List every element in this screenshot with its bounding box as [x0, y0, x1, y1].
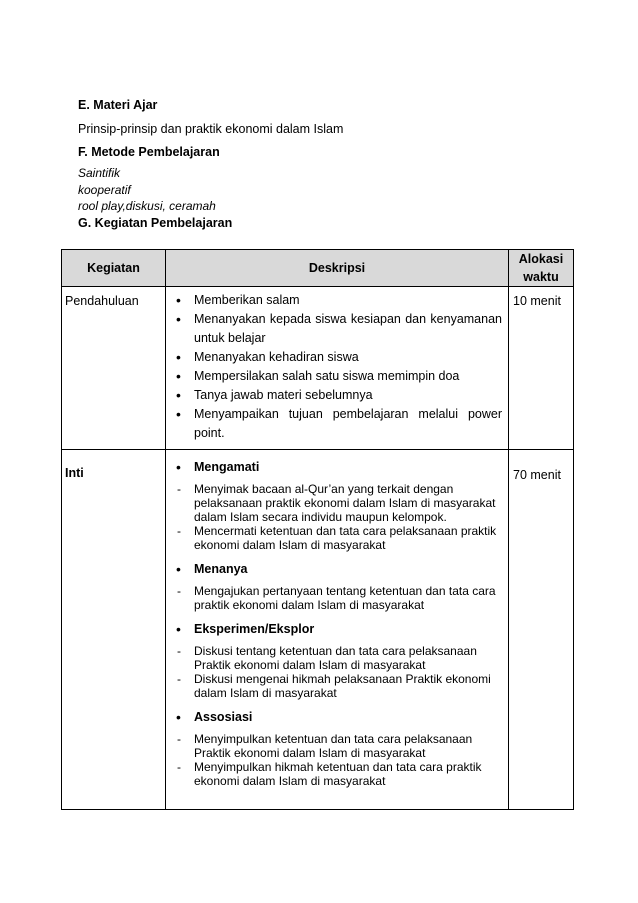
header-alokasi-line1: Alokasi [518, 252, 564, 266]
row-desc-pendahuluan [166, 287, 509, 450]
row-label-inti: Inti [62, 450, 166, 810]
subsection-asosiasi: • Assosiasi [176, 709, 253, 725]
bullet-icon: • [176, 311, 181, 327]
subsection-mengamati: • Mengamati [176, 459, 260, 475]
bullet-icon: • [176, 349, 181, 365]
list-item: • Mempersilakan salah satu siswa memimpin doa [176, 368, 460, 384]
bullet-icon: • [176, 406, 181, 422]
bullet-icon: • [176, 387, 181, 403]
header-alokasi [509, 250, 574, 287]
metode-heading: F. Metode Pembelajaran [78, 145, 220, 159]
list-item: - Mencermati ketentuan dan tata cara pelaksanaan praktik ekonomi dalam Islam di masyarakat [177, 524, 497, 552]
row-desc-inti [166, 450, 509, 810]
metode-item: kooperatif [78, 183, 131, 197]
table-row-pendahuluan [62, 287, 574, 450]
bullet-icon: • [176, 621, 181, 637]
header-kegiatan: Kegiatan [62, 250, 166, 287]
bullet-icon: • [176, 368, 181, 384]
subsection-menanya: • Menanya [176, 561, 248, 577]
row-time-inti: 70 menit [509, 450, 574, 810]
bullet-icon: • [176, 459, 181, 475]
list-item: - Diskusi tentang ketentuan dan tata cara pelaksanaan Praktik ekonomi dalam Islam di masyarakat [177, 644, 477, 672]
materi-text: Prinsip-prinsip dan praktik ekonomi dalam Islam [78, 122, 344, 136]
bullet-icon: • [176, 709, 181, 725]
table-row-inti [62, 450, 574, 810]
row-label-pendahuluan: Pendahuluan [62, 287, 166, 450]
list-item: • Menanyakan kepada siswa kesiapan dan kenyamanan untuk belajar [176, 311, 502, 345]
kegiatan-table [61, 249, 574, 810]
bullet-icon: • [176, 561, 181, 577]
list-item: - Menyimpulkan ketentuan dan tata cara pelaksanaan Praktik ekonomi dalam Islam di masyarakat [177, 732, 473, 760]
metode-item: Saintifik [78, 166, 121, 180]
materi-heading: E. Materi Ajar [78, 98, 158, 112]
subsection-eksperimen: • Eksperimen/Eksplor [176, 621, 315, 637]
bullet-icon: • [176, 292, 181, 308]
kegiatan-heading: G. Kegiatan Pembelajaran [78, 216, 233, 230]
list-item: - Mengajukan pertanyaan tentang ketentuan dan tata cara praktik ekonomi dalam Islam di masyarakat [177, 584, 496, 612]
table-header-row [62, 250, 574, 287]
list-item: - Menyimak bacaan al-Qur’an yang terkait dengan pelaksanaan praktik ekonomi dalam Islam di masyarakat dalam Islam secara individu maupun kelompok. [177, 482, 496, 524]
list-item: • Memberikan salam [176, 292, 300, 308]
list-item: • Menanyakan kehadiran siswa [176, 349, 359, 365]
header-alokasi-line2: waktu [523, 270, 559, 284]
list-item: • Tanya jawab materi sebelumnya [176, 387, 373, 403]
list-item: - Diskusi mengenai hikmah pelaksanaan Praktik ekonomi dalam Islam di masyarakat [177, 672, 491, 700]
header-deskripsi: Deskripsi [166, 250, 509, 287]
list-item: • Menyampaikan tujuan pembelajaran melalui power point. [176, 406, 502, 440]
row-time-pendahuluan: 10 menit [509, 287, 574, 450]
list-item: - Menyimpulkan hikmah ketentuan dan tata cara praktik ekonomi dalam Islam di masyarakat [177, 760, 482, 788]
metode-item: rool play,diskusi, ceramah [78, 199, 216, 213]
